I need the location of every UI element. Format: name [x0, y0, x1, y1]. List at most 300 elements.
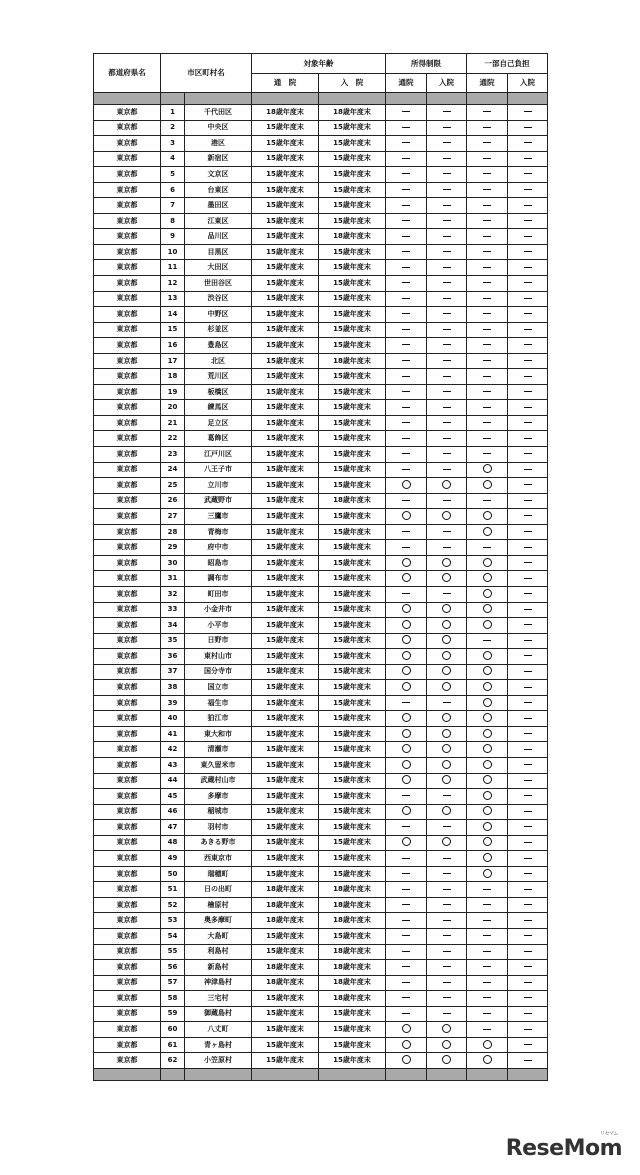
- cell-income-outpatient: [386, 182, 427, 198]
- cell-copay-inpatient: [508, 120, 548, 136]
- cell-age-outpatient: 15歳年度末: [252, 757, 319, 773]
- cell-income-outpatient: [386, 695, 427, 711]
- cell-municipality: 品川区: [185, 229, 252, 245]
- cell-income-inpatient: [427, 291, 467, 307]
- table-row: [94, 120, 548, 136]
- cell-copay-inpatient: [508, 726, 548, 742]
- cell-age-inpatient: 15歳年度末: [319, 431, 386, 447]
- cell-income-outpatient: [386, 586, 427, 602]
- dash-mark: [443, 189, 451, 190]
- cell-prefecture: 東京都: [94, 1037, 161, 1053]
- circle-mark: [402, 573, 411, 582]
- dash-mark: [483, 173, 491, 174]
- dash-mark: [402, 251, 410, 252]
- cell-municipality: 町田市: [185, 586, 252, 602]
- cell-age-outpatient: 15歳年度末: [252, 322, 319, 338]
- cell-age-inpatient: 15歳年度末: [319, 804, 386, 820]
- cell-age-inpatient: 15歳年度末: [319, 1006, 386, 1022]
- dash-mark: [402, 935, 410, 936]
- cell-income-inpatient: [427, 431, 467, 447]
- cell-prefecture: 東京都: [94, 571, 161, 587]
- cell-prefecture: 東京都: [94, 820, 161, 836]
- circle-mark: [402, 480, 411, 489]
- cell-copay-inpatient: [508, 322, 548, 338]
- cell-number: 12: [161, 276, 185, 292]
- dash-mark: [483, 158, 491, 159]
- dash-mark: [524, 329, 532, 330]
- cell-prefecture: 東京都: [94, 415, 161, 431]
- circle-mark: [442, 713, 451, 722]
- cell-income-outpatient: [386, 1053, 427, 1069]
- cell-copay-inpatient: [508, 447, 548, 463]
- cell-age-inpatient: 15歳年度末: [319, 726, 386, 742]
- cell-municipality: 利島村: [185, 944, 252, 960]
- dash-mark: [483, 236, 491, 237]
- table-row: [94, 913, 548, 929]
- cell-prefecture: 東京都: [94, 804, 161, 820]
- dash-mark: [524, 904, 532, 905]
- cell-income-inpatient: [427, 757, 467, 773]
- cell-municipality: 文京区: [185, 167, 252, 183]
- table-row: [94, 244, 548, 260]
- cell-income-outpatient: [386, 820, 427, 836]
- cell-copay-outpatient: [467, 462, 508, 478]
- cell-municipality: 西東京市: [185, 851, 252, 867]
- cell-copay-inpatient: [508, 789, 548, 805]
- cell-income-outpatient: [386, 167, 427, 183]
- cell-copay-outpatient: [467, 695, 508, 711]
- cell-income-inpatient: [427, 151, 467, 167]
- circle-mark: [483, 589, 492, 598]
- cell-income-inpatient: [427, 260, 467, 276]
- dash-mark: [402, 904, 410, 905]
- cell-age-outpatient: 15歳年度末: [252, 415, 319, 431]
- dash-mark: [483, 889, 491, 890]
- cell-municipality: 港区: [185, 136, 252, 152]
- circle-mark: [442, 635, 451, 644]
- cell-municipality: 奥多摩町: [185, 913, 252, 929]
- dash-mark: [443, 251, 451, 252]
- cell-copay-outpatient: [467, 960, 508, 976]
- cell-income-inpatient: [427, 975, 467, 991]
- dash-mark: [443, 267, 451, 268]
- cell-age-outpatient: 15歳年度末: [252, 213, 319, 229]
- cell-municipality: 大島町: [185, 928, 252, 944]
- cell-number: 16: [161, 338, 185, 354]
- cell-number: 44: [161, 773, 185, 789]
- cell-prefecture: 東京都: [94, 695, 161, 711]
- cell-income-inpatient: [427, 338, 467, 354]
- cell-copay-outpatient: [467, 897, 508, 913]
- cell-number: 5: [161, 167, 185, 183]
- cell-municipality: 台東区: [185, 182, 252, 198]
- cell-income-inpatient: [427, 804, 467, 820]
- cell-number: 27: [161, 509, 185, 525]
- cell-copay-outpatient: [467, 384, 508, 400]
- dash-mark: [402, 702, 410, 703]
- cell-age-outpatient: 15歳年度末: [252, 509, 319, 525]
- cell-income-inpatient: [427, 509, 467, 525]
- cell-income-inpatient: [427, 835, 467, 851]
- cell-age-outpatient: 15歳年度末: [252, 307, 319, 323]
- dash-mark: [402, 795, 410, 796]
- cell-copay-inpatient: [508, 509, 548, 525]
- cell-age-outpatient: 15歳年度末: [252, 742, 319, 758]
- cell-age-outpatient: 15歳年度末: [252, 260, 319, 276]
- cell-copay-inpatient: [508, 820, 548, 836]
- header-age-outpatient: 通 院: [252, 73, 319, 93]
- dash-mark: [402, 376, 410, 377]
- dash-mark: [524, 236, 532, 237]
- cell-income-outpatient: [386, 711, 427, 727]
- cell-income-inpatient: [427, 198, 467, 214]
- dash-mark: [402, 889, 410, 890]
- dash-mark: [524, 469, 532, 470]
- cell-copay-inpatient: [508, 804, 548, 820]
- dash-mark: [443, 173, 451, 174]
- cell-age-inpatient: 15歳年度末: [319, 167, 386, 183]
- cell-copay-inpatient: [508, 524, 548, 540]
- cell-age-outpatient: 15歳年度末: [252, 866, 319, 882]
- cell-age-outpatient: 15歳年度末: [252, 229, 319, 245]
- cell-income-outpatient: [386, 400, 427, 416]
- cell-copay-outpatient: [467, 851, 508, 867]
- table-row: [94, 151, 548, 167]
- cell-municipality: 檜原村: [185, 897, 252, 913]
- cell-age-inpatient: 15歳年度末: [319, 835, 386, 851]
- cell-copay-outpatient: [467, 136, 508, 152]
- cell-age-inpatient: 15歳年度末: [319, 555, 386, 571]
- table-row: [94, 384, 548, 400]
- cell-copay-outpatient: [467, 928, 508, 944]
- cell-age-outpatient: 15歳年度末: [252, 182, 319, 198]
- cell-income-inpatient: [427, 244, 467, 260]
- cell-prefecture: 東京都: [94, 198, 161, 214]
- cell-age-inpatient: 15歳年度末: [319, 1022, 386, 1038]
- table-row: [94, 633, 548, 649]
- dash-mark: [483, 951, 491, 952]
- cell-age-outpatient: 18歳年度末: [252, 913, 319, 929]
- cell-copay-inpatient: [508, 664, 548, 680]
- cell-age-outpatient: 15歳年度末: [252, 276, 319, 292]
- circle-mark: [442, 682, 451, 691]
- cell-income-outpatient: [386, 866, 427, 882]
- cell-municipality: 御蔵島村: [185, 1006, 252, 1022]
- dash-mark: [524, 858, 532, 859]
- cell-copay-outpatient: [467, 260, 508, 276]
- dash-mark: [402, 1013, 410, 1014]
- cell-age-outpatient: 15歳年度末: [252, 369, 319, 385]
- cell-municipality: 葛飾区: [185, 431, 252, 447]
- circle-mark: [483, 666, 492, 675]
- circle-mark: [402, 713, 411, 722]
- cell-copay-outpatient: [467, 773, 508, 789]
- cell-income-inpatient: [427, 213, 467, 229]
- dash-mark: [524, 702, 532, 703]
- cell-income-outpatient: [386, 244, 427, 260]
- cell-income-outpatient: [386, 851, 427, 867]
- cell-income-outpatient: [386, 804, 427, 820]
- table-row: [94, 478, 548, 494]
- dash-mark: [524, 344, 532, 345]
- cell-income-inpatient: [427, 493, 467, 509]
- cell-age-inpatient: 15歳年度末: [319, 307, 386, 323]
- cell-income-inpatient: [427, 353, 467, 369]
- dash-mark: [483, 640, 491, 641]
- header-income-limit: 所得制限: [386, 54, 467, 74]
- table-row: [94, 229, 548, 245]
- cell-age-inpatient: 15歳年度末: [319, 851, 386, 867]
- table-row: [94, 1006, 548, 1022]
- cell-prefecture: 東京都: [94, 897, 161, 913]
- dash-mark: [443, 593, 451, 594]
- dash-mark: [524, 251, 532, 252]
- cell-copay-outpatient: [467, 742, 508, 758]
- cell-number: 2: [161, 120, 185, 136]
- cell-age-outpatient: 15歳年度末: [252, 198, 319, 214]
- table-row: [94, 1037, 548, 1053]
- dash-mark: [483, 282, 491, 283]
- cell-age-outpatient: 15歳年度末: [252, 789, 319, 805]
- cell-age-inpatient: 15歳年度末: [319, 866, 386, 882]
- cell-number: 32: [161, 586, 185, 602]
- cell-income-outpatient: [386, 540, 427, 556]
- cell-income-inpatient: [427, 229, 467, 245]
- header-income-inpatient: 入院: [427, 73, 467, 93]
- dash-mark: [483, 376, 491, 377]
- circle-mark: [483, 698, 492, 707]
- dash-mark: [443, 453, 451, 454]
- cell-municipality: 中野区: [185, 307, 252, 323]
- cell-age-outpatient: 15歳年度末: [252, 120, 319, 136]
- cell-number: 3: [161, 136, 185, 152]
- cell-copay-outpatient: [467, 182, 508, 198]
- cell-income-inpatient: [427, 928, 467, 944]
- cell-municipality: 国立市: [185, 680, 252, 696]
- cell-income-outpatient: [386, 649, 427, 665]
- table-row: [94, 322, 548, 338]
- cell-municipality: 武蔵野市: [185, 493, 252, 509]
- table-row: [94, 198, 548, 214]
- cell-income-outpatient: [386, 960, 427, 976]
- cell-number: 23: [161, 447, 185, 463]
- cell-age-outpatient: 15歳年度末: [252, 633, 319, 649]
- dash-mark: [443, 531, 451, 532]
- cell-age-outpatient: 15歳年度末: [252, 1037, 319, 1053]
- table-row: [94, 400, 548, 416]
- circle-mark: [442, 604, 451, 613]
- dash-mark: [443, 360, 451, 361]
- table-row: [94, 649, 548, 665]
- circle-mark: [402, 1055, 411, 1064]
- dash-mark: [524, 407, 532, 408]
- circle-mark: [483, 682, 492, 691]
- cell-income-inpatient: [427, 555, 467, 571]
- cell-municipality: 東大和市: [185, 726, 252, 742]
- cell-income-outpatient: [386, 493, 427, 509]
- table-row: [94, 618, 548, 634]
- cell-income-inpatient: [427, 524, 467, 540]
- header-age-inpatient: 入 院: [319, 73, 386, 93]
- table-row: [94, 680, 548, 696]
- circle-mark: [483, 837, 492, 846]
- cell-income-inpatient: [427, 1022, 467, 1038]
- circle-mark: [483, 511, 492, 520]
- dash-mark: [524, 609, 532, 610]
- circle-mark: [483, 527, 492, 536]
- cell-income-outpatient: [386, 151, 427, 167]
- cell-age-outpatient: 15歳年度末: [252, 244, 319, 260]
- cell-prefecture: 東京都: [94, 944, 161, 960]
- cell-income-outpatient: [386, 291, 427, 307]
- cell-municipality: 清瀬市: [185, 742, 252, 758]
- cell-prefecture: 東京都: [94, 757, 161, 773]
- table-row: [94, 571, 548, 587]
- dash-mark: [483, 220, 491, 221]
- table-row: [94, 586, 548, 602]
- cell-copay-outpatient: [467, 649, 508, 665]
- dash-mark: [402, 469, 410, 470]
- cell-municipality: 立川市: [185, 478, 252, 494]
- cell-income-outpatient: [386, 478, 427, 494]
- dash-mark: [524, 422, 532, 423]
- cell-income-outpatient: [386, 524, 427, 540]
- circle-mark: [483, 744, 492, 753]
- table-row: [94, 835, 548, 851]
- dash-mark: [483, 251, 491, 252]
- cell-copay-inpatient: [508, 353, 548, 369]
- cell-age-outpatient: 15歳年度末: [252, 649, 319, 665]
- dash-mark: [402, 531, 410, 532]
- cell-copay-outpatient: [467, 447, 508, 463]
- cell-copay-outpatient: [467, 415, 508, 431]
- cell-prefecture: 東京都: [94, 649, 161, 665]
- dash-mark: [402, 873, 410, 874]
- cell-copay-outpatient: [467, 757, 508, 773]
- cell-income-inpatient: [427, 462, 467, 478]
- cell-copay-inpatient: [508, 415, 548, 431]
- header-income-outpatient: 通院: [386, 73, 427, 93]
- dash-mark: [443, 313, 451, 314]
- cell-income-outpatient: [386, 664, 427, 680]
- cell-copay-outpatient: [467, 213, 508, 229]
- dash-mark: [402, 453, 410, 454]
- dash-mark: [443, 298, 451, 299]
- table-row: [94, 447, 548, 463]
- cell-income-outpatient: [386, 384, 427, 400]
- cell-copay-inpatient: [508, 1053, 548, 1069]
- circle-mark: [442, 651, 451, 660]
- dash-mark: [483, 982, 491, 983]
- dash-mark: [443, 344, 451, 345]
- cell-income-outpatient: [386, 633, 427, 649]
- cell-age-inpatient: 15歳年度末: [319, 260, 386, 276]
- dash-mark: [524, 718, 532, 719]
- cell-income-outpatient: [386, 509, 427, 525]
- cell-income-inpatient: [427, 680, 467, 696]
- cell-municipality: 東村山市: [185, 649, 252, 665]
- circle-mark: [402, 837, 411, 846]
- cell-income-inpatient: [427, 182, 467, 198]
- cell-income-inpatient: [427, 773, 467, 789]
- cell-age-outpatient: 18歳年度末: [252, 882, 319, 898]
- cell-municipality: 豊島区: [185, 338, 252, 354]
- cell-income-outpatient: [386, 975, 427, 991]
- dash-mark: [524, 438, 532, 439]
- cell-municipality: 青ヶ島村: [185, 1037, 252, 1053]
- dash-mark: [443, 469, 451, 470]
- cell-age-inpatient: 18歳年度末: [319, 353, 386, 369]
- cell-age-inpatient: 18歳年度末: [319, 897, 386, 913]
- dash-mark: [483, 329, 491, 330]
- cell-number: 57: [161, 975, 185, 991]
- table-row: [94, 555, 548, 571]
- cell-income-inpatient: [427, 447, 467, 463]
- cell-copay-inpatient: [508, 602, 548, 618]
- cell-age-inpatient: 15歳年度末: [319, 322, 386, 338]
- dash-mark: [402, 920, 410, 921]
- dash-mark: [443, 282, 451, 283]
- circle-mark: [442, 666, 451, 675]
- dash-mark: [402, 236, 410, 237]
- cell-age-outpatient: 15歳年度末: [252, 555, 319, 571]
- cell-income-inpatient: [427, 415, 467, 431]
- cell-prefecture: 東京都: [94, 928, 161, 944]
- circle-mark: [483, 729, 492, 738]
- cell-age-inpatient: 18歳年度末: [319, 960, 386, 976]
- cell-prefecture: 東京都: [94, 633, 161, 649]
- dash-mark: [524, 733, 532, 734]
- cell-copay-outpatient: [467, 633, 508, 649]
- cell-copay-outpatient: [467, 711, 508, 727]
- cell-copay-inpatient: [508, 291, 548, 307]
- circle-mark: [402, 620, 411, 629]
- cell-copay-inpatient: [508, 1006, 548, 1022]
- cell-income-outpatient: [386, 944, 427, 960]
- cell-copay-inpatient: [508, 944, 548, 960]
- cell-copay-outpatient: [467, 866, 508, 882]
- cell-prefecture: 東京都: [94, 384, 161, 400]
- cell-income-inpatient: [427, 649, 467, 665]
- cell-income-outpatient: [386, 618, 427, 634]
- cell-age-inpatient: 15歳年度末: [319, 415, 386, 431]
- cell-income-outpatient: [386, 260, 427, 276]
- cell-age-inpatient: 18歳年度末: [319, 975, 386, 991]
- dash-mark: [483, 904, 491, 905]
- dash-mark: [483, 267, 491, 268]
- dash-mark: [524, 360, 532, 361]
- cell-prefecture: 東京都: [94, 105, 161, 121]
- subsidy-table-sheet: [93, 53, 547, 1081]
- table-row: [94, 1022, 548, 1038]
- dash-mark: [402, 951, 410, 952]
- cell-municipality: 武蔵村山市: [185, 773, 252, 789]
- table-row: [94, 851, 548, 867]
- cell-income-inpatient: [427, 322, 467, 338]
- circle-mark: [483, 558, 492, 567]
- cell-copay-inpatient: [508, 1022, 548, 1038]
- dash-mark: [524, 547, 532, 548]
- dash-mark: [483, 547, 491, 548]
- cell-income-inpatient: [427, 633, 467, 649]
- cell-copay-outpatient: [467, 353, 508, 369]
- cell-income-inpatient: [427, 400, 467, 416]
- cell-income-inpatient: [427, 167, 467, 183]
- cell-age-inpatient: 15歳年度末: [319, 757, 386, 773]
- cell-municipality: 稲城市: [185, 804, 252, 820]
- cell-age-inpatient: 15歳年度末: [319, 509, 386, 525]
- dash-mark: [402, 547, 410, 548]
